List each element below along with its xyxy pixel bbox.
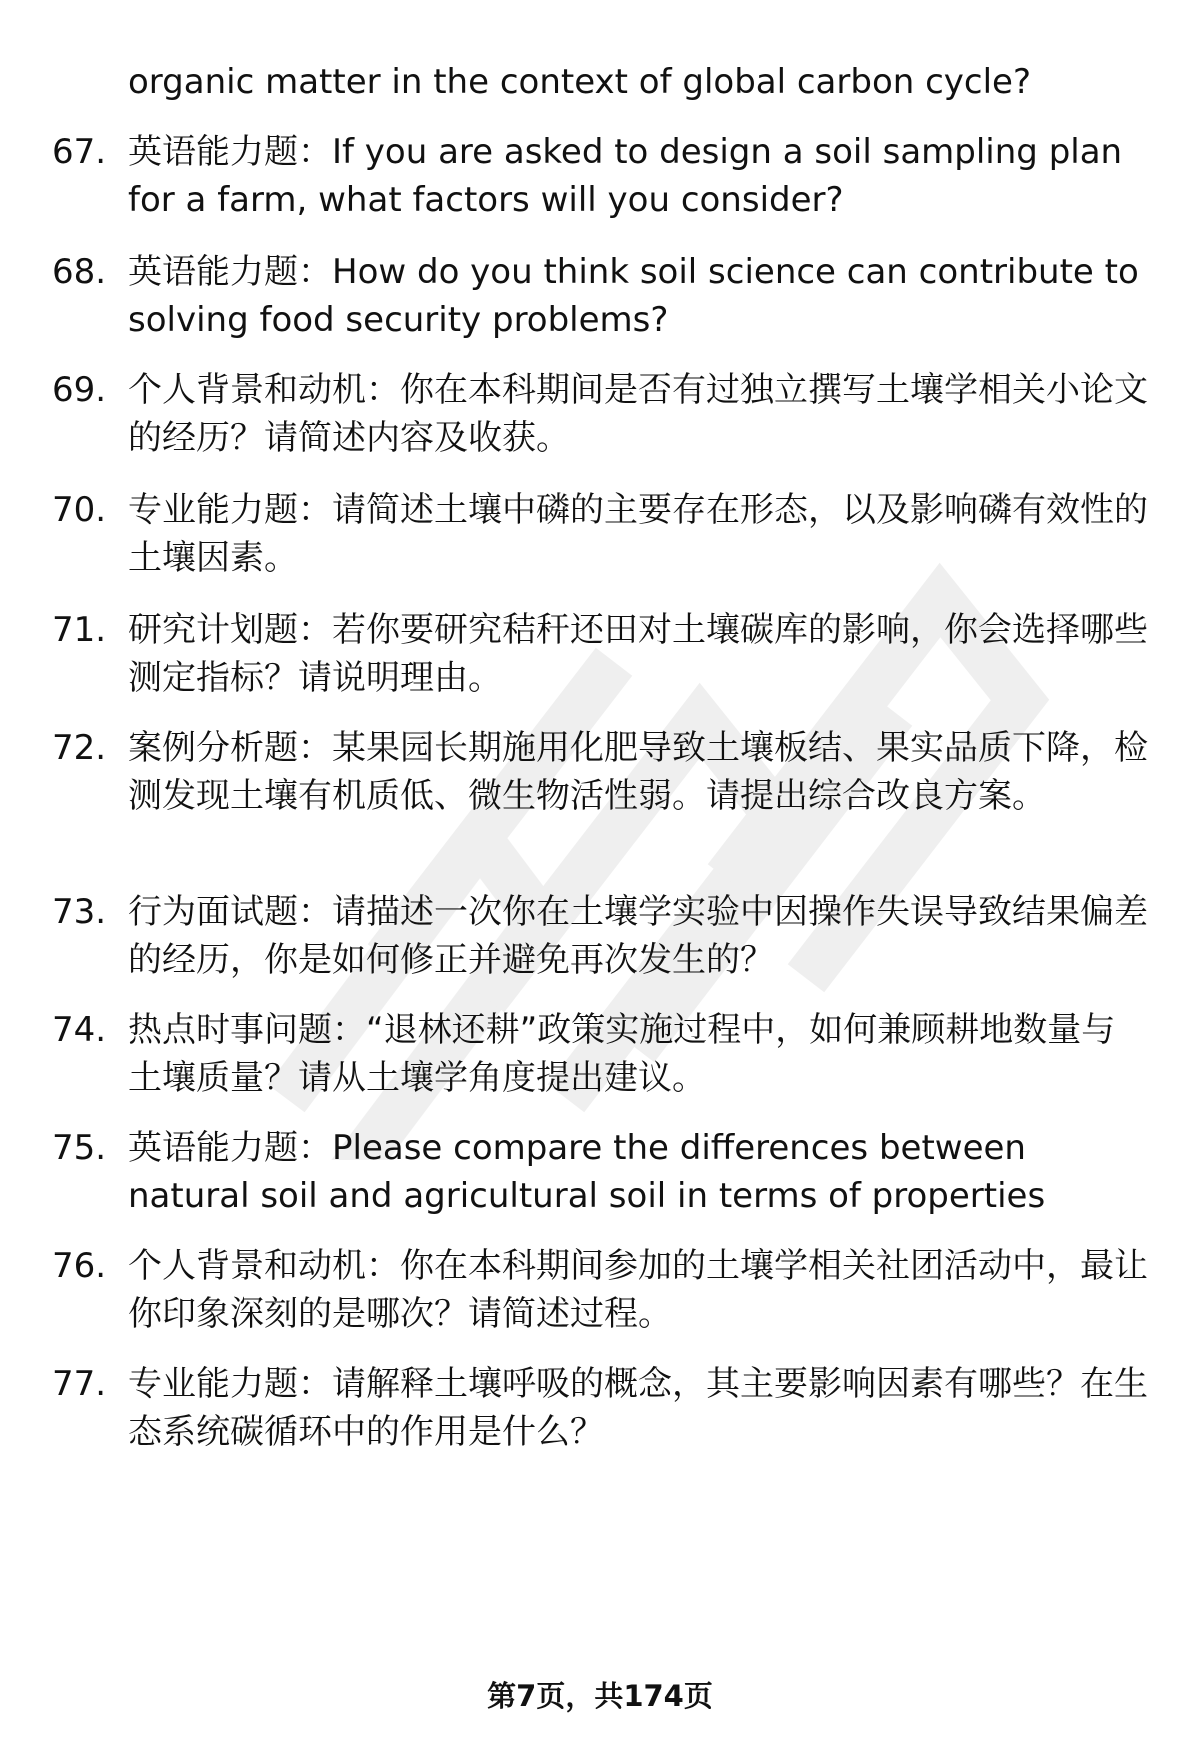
question-item-77 [52, 1360, 1152, 1456]
question-text: 案例分析题：某果园长期施用化肥导致土壤板结、果实品质下降，检测发现土壤有机质低、微生物活性弱。请提出综合改良方案。 [128, 728, 1148, 816]
question-item-68 [52, 248, 1152, 344]
question-item-72 [52, 724, 1152, 820]
question-item-67 [52, 128, 1152, 224]
question-number: 71. [52, 610, 107, 650]
question-number: 77. [52, 1364, 107, 1404]
question-number: 69. [52, 370, 107, 410]
question-item-74 [52, 1006, 1152, 1102]
question-item-70 [52, 486, 1152, 582]
page-number-footer: 第7页，共174页 [487, 1679, 713, 1713]
question-number: 70. [52, 490, 107, 530]
question-item-69 [52, 366, 1152, 462]
question-number: 74. [52, 1010, 107, 1050]
question-item-75 [52, 1124, 1152, 1220]
question-number: 73. [52, 892, 107, 932]
question-text: 专业能力题：请简述土壤中磷的主要存在形态，以及影响磷有效性的土壤因素。 [128, 490, 1148, 578]
question-number: 76. [52, 1246, 107, 1286]
question-number: 72. [52, 728, 107, 768]
question-text: 英语能力题：If you are asked to design a soil sampling plan for a farm, what factors will you consider? [128, 132, 1123, 220]
question-number: 67. [52, 132, 107, 172]
question-number: 75. [52, 1128, 107, 1168]
question-item-73 [52, 888, 1152, 984]
question-text: 英语能力题：How do you think soil science can contribute to solving food security problems? [128, 252, 1139, 340]
question-number: 68. [52, 252, 107, 292]
question-text: 个人背景和动机：你在本科期间是否有过独立撰写土壤学相关小论文的经历？请简述内容及收获。 [128, 370, 1148, 458]
question-text: 专业能力题：请解释土壤呼吸的概念，其主要影响因素有哪些？在生态系统碳循环中的作用是什么？ [128, 1364, 1148, 1452]
question-item-71 [52, 606, 1152, 702]
question-item-76 [52, 1242, 1152, 1338]
question-text: 英语能力题：Please compare the differences between natural soil and agricultural soil in terms of properties [128, 1128, 1046, 1216]
question-text: 行为面试题：请描述一次你在土壤学实验中因操作失误导致结果偏差的经历，你是如何修正并避免再次发生的？ [128, 892, 1148, 980]
continued-question-text: organic matter in the context of global carbon cycle? [128, 62, 1032, 102]
question-text: 个人背景和动机：你在本科期间参加的土壤学相关社团活动中，最让你印象深刻的是哪次？请简述过程。 [128, 1246, 1148, 1334]
question-text: 研究计划题：若你要研究秸秆还田对土壤碳库的影响，你会选择哪些测定指标？请说明理由。 [128, 610, 1148, 698]
question-text: 热点时事问题：“退林还耕”政策实施过程中，如何兼顾耕地数量与土壤质量？请从土壤学角度提出建议。 [128, 1010, 1116, 1098]
